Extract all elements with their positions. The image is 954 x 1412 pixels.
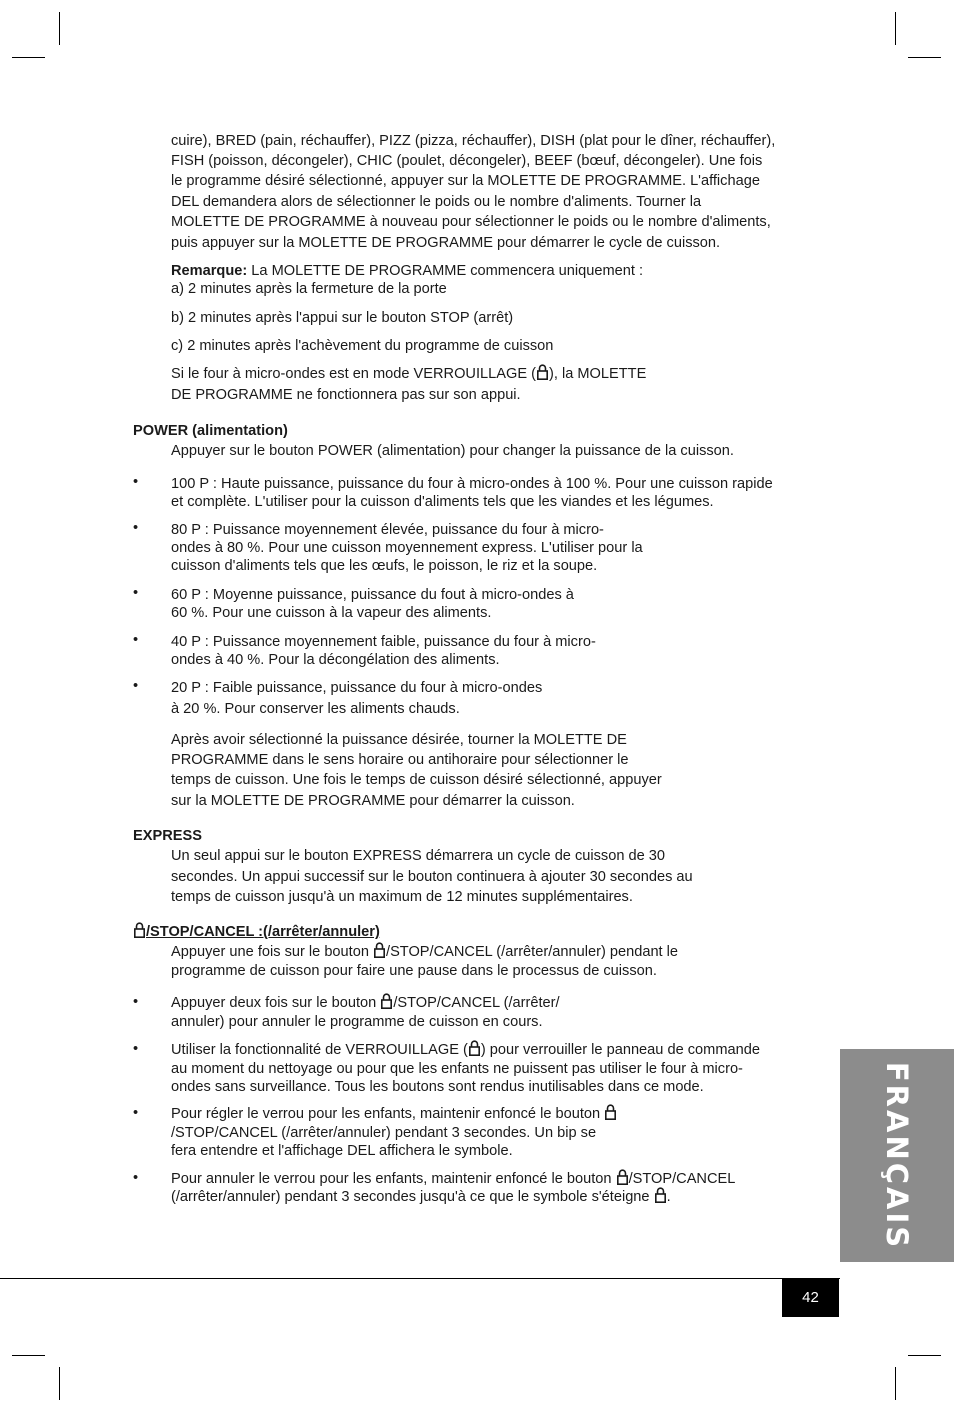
power-bullet-line: 60 %. Pour une cuisson à la vapeur des aliments. <box>171 605 492 621</box>
remarque-a: a) 2 minutes après la fermeture de la porte <box>171 281 447 297</box>
bullet-dot: • <box>133 520 139 536</box>
power-bullet-line: ondes à 40 %. Pour la décongélation des aliments. <box>171 652 500 668</box>
bullet-dot: • <box>133 1105 139 1121</box>
bullet-dot: • <box>133 678 139 694</box>
crop-mark <box>895 1367 896 1400</box>
stop-bullet-line: ondes sans surveillance. Tous les boutons sont rendus inutilisables dans ce mode. <box>171 1079 704 1095</box>
stop-text: (/arrêter/annuler) pendant 3 secondes jusqu'à ce que le symbole s'éteigne <box>171 1189 654 1205</box>
stop-text: Utiliser la fonctionnalité de VERROUILLAGE ( <box>171 1042 468 1058</box>
power-bullet-line: cuisson d'aliments tels que les œufs, le poisson, le riz et la soupe. <box>171 558 598 574</box>
stop-text: /STOP/CANCEL (/arrêter/annuler) pendant le <box>386 944 679 960</box>
power-bullet-line: 40 P : Puissance moyennement faible, puissance du four à micro- <box>171 634 596 650</box>
power-bullet-line: 60 P : Moyenne puissance, puissance du fout à micro-ondes à <box>171 587 574 603</box>
stop-text: ) pour verrouiller le panneau de commande <box>480 1042 760 1058</box>
lock-icon <box>134 922 145 938</box>
stop-bullet-line: annuler) pour annuler le programme de cuisson en cours. <box>171 1014 543 1030</box>
crop-mark <box>12 57 45 58</box>
power-bullet-line: à 20 %. Pour conserver les aliments chauds. <box>171 701 460 717</box>
express-line: Un seul appui sur le bouton EXPRESS démarrera un cycle de cuisson de 30 <box>171 848 666 864</box>
stop-text: . <box>666 1189 671 1205</box>
bullet-dot: • <box>133 1041 139 1057</box>
bullet-dot: • <box>133 585 139 601</box>
stop-bullet-line <box>171 1104 617 1124</box>
lock-icon <box>605 1104 616 1120</box>
intro-line: cuire), BRED (pain, réchauffer), PIZZ (pizza, réchauffer), DISH (plat pour le dîner, réchauffer), <box>171 133 776 149</box>
stop-intro-line <box>171 942 678 962</box>
express-heading: EXPRESS <box>133 828 202 844</box>
power-bullet-line: 100 P : Haute puissance, puissance du four à micro-ondes à 100 %. Pour une cuisson rapide <box>171 476 773 492</box>
stop-heading <box>133 922 380 942</box>
stop-bullet-line: au moment du nettoyage ou pour que les enfants ne puissent pas utiliser le four à micro- <box>171 1061 743 1077</box>
bullet-dot: • <box>133 1170 139 1186</box>
intro-line: FISH (poisson, décongeler), CHIC (poulet, décongeler), BEEF (bœuf, décongeler). Une fois <box>171 153 763 169</box>
power-bullet-line: 20 P : Faible puissance, puissance du four à micro-ondes <box>171 680 543 696</box>
page-number: 42 <box>782 1279 839 1317</box>
power-after-line: PROGRAMME dans le sens horaire ou antihoraire pour sélectionner le <box>171 752 629 768</box>
remarque-label: Remarque: <box>171 263 248 279</box>
stop-text: Appuyer une fois sur le bouton <box>171 944 374 960</box>
language-tab <box>840 1049 954 1262</box>
express-line: temps de cuisson jusqu'à un maximum de 12 minutes supplémentaires. <box>171 889 633 905</box>
intro-line: puis appuyer sur la MOLETTE DE PROGRAMME pour démarrer le cycle de cuisson. <box>171 235 721 251</box>
power-bullet-line: et complète. L'utiliser pour la cuisson d'aliments tels que les viandes et les légumes. <box>171 494 714 510</box>
power-after-line: temps de cuisson. Une fois le temps de cuisson désiré sélectionné, appuyer <box>171 772 662 788</box>
crop-mark <box>908 1355 941 1356</box>
stop-bullet-line: fera entendre et l'affichage DEL affichera le symbole. <box>171 1143 513 1159</box>
lock-mode-line <box>171 364 646 384</box>
crop-mark <box>59 1367 60 1400</box>
power-intro: Appuyer sur le bouton POWER (alimentation) pour changer la puissance de la cuisson. <box>171 443 734 459</box>
power-bullet-line: ondes à 80 %. Pour une cuisson moyennement express. L'utiliser pour la <box>171 540 643 556</box>
stop-text: Appuyer deux fois sur le bouton <box>171 995 381 1011</box>
power-bullet-line: 80 P : Puissance moyennement élevée, puissance du four à micro- <box>171 522 604 538</box>
lock-mode-line: DE PROGRAMME ne fonctionnera pas sur son appui. <box>171 387 521 403</box>
stop-bullet-line <box>171 1187 671 1207</box>
stop-text: Pour annuler le verrou pour les enfants, maintenir enfoncé le bouton <box>171 1171 616 1187</box>
lock-mode-text: ), la MOLETTE <box>549 366 647 382</box>
lock-icon <box>655 1187 666 1203</box>
intro-line: le programme désiré sélectionné, appuyer sur la MOLETTE DE PROGRAMME. L'affichage <box>171 173 760 189</box>
crop-mark <box>908 57 941 58</box>
stop-bullet-line <box>171 1040 760 1060</box>
stop-bullet-line <box>171 1169 735 1189</box>
bullet-dot: • <box>133 632 139 648</box>
stop-text: Pour régler le verrou pour les enfants, maintenir enfoncé le bouton <box>171 1106 605 1122</box>
power-after-line: sur la MOLETTE DE PROGRAMME pour démarrer la cuisson. <box>171 793 575 809</box>
lock-icon <box>381 993 392 1009</box>
crop-mark <box>895 12 896 45</box>
power-after-line: Après avoir sélectionné la puissance désirée, tourner la MOLETTE DE <box>171 732 627 748</box>
remarque-b: b) 2 minutes après l'appui sur le bouton STOP (arrêt) <box>171 310 514 326</box>
lock-icon <box>374 942 385 958</box>
bullet-dot: • <box>133 474 139 490</box>
intro-line: DEL demandera alors de sélectionner le poids ou le nombre d'aliments. Tourner la <box>171 194 702 210</box>
intro-line: MOLETTE DE PROGRAMME à nouveau pour sélectionner le poids ou le nombre d'aliments, <box>171 214 771 230</box>
crop-mark <box>12 1355 45 1356</box>
stop-intro-line: programme de cuisson pour faire une pause dans le processus de cuisson. <box>171 963 657 979</box>
lock-icon <box>617 1169 628 1185</box>
bullet-dot: • <box>133 994 139 1010</box>
stop-bullet-line <box>171 993 560 1013</box>
stop-bullet-line: /STOP/CANCEL (/arrêter/annuler) pendant 3 secondes. Un bip se <box>171 1125 597 1141</box>
language-tab-label: FRANÇAIS <box>880 1061 914 1250</box>
remarque-c: c) 2 minutes après l'achèvement du programme de cuisson <box>171 338 554 354</box>
express-line: secondes. Un appui successif sur le bouton continuera à ajouter 30 secondes au <box>171 869 693 885</box>
remarque-text: La MOLETTE DE PROGRAMME commencera uniquement : <box>247 263 644 279</box>
stop-text: /STOP/CANCEL <box>628 1171 736 1187</box>
crop-mark <box>59 12 60 45</box>
lock-mode-text: Si le four à micro-ondes est en mode VERROUILLAGE ( <box>171 366 536 382</box>
power-heading: POWER (alimentation) <box>133 423 288 439</box>
footer-rule <box>0 1278 840 1279</box>
stop-text: /STOP/CANCEL (/arrêter/ <box>393 995 560 1011</box>
stop-heading-text: /STOP/CANCEL :(/arrêter/annuler) <box>146 924 380 940</box>
remarque-line <box>171 261 643 281</box>
lock-icon <box>537 364 548 380</box>
lock-icon <box>469 1040 480 1056</box>
